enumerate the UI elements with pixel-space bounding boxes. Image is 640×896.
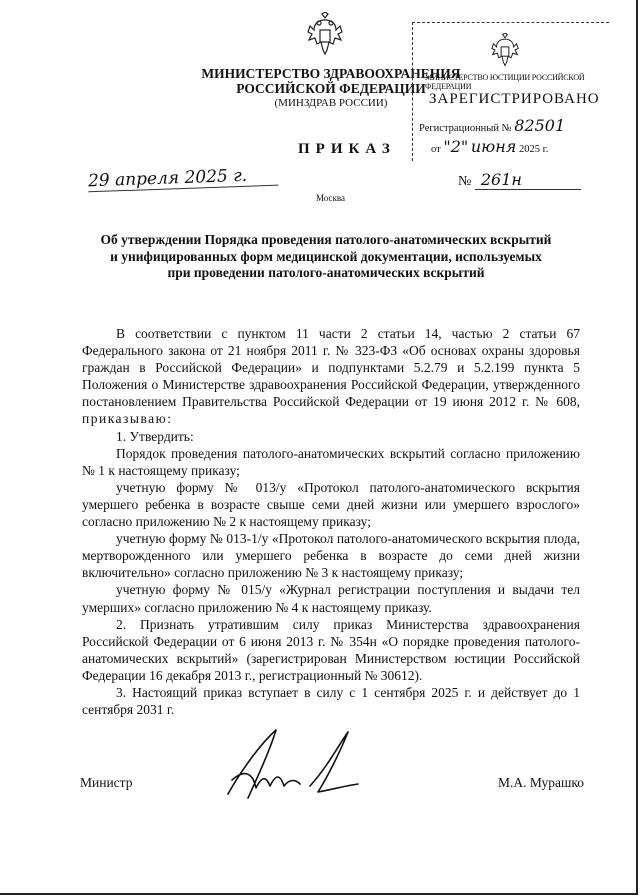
ministry-name-line1: МИНИСТЕРСТВО ЗДРАВООХРАНЕНИЯ bbox=[201, 66, 461, 81]
order-date: 29 апреля 2025 г. bbox=[88, 165, 279, 193]
item-1: 1. Утвердить: bbox=[116, 428, 194, 444]
stamp-reg-number: 82501 bbox=[514, 116, 566, 135]
preamble-text: В соответствии с пунктом 11 части 2 статьи 14, частью 2 статьи 67 Федерального закона от 21 ноября 2011 г. № 323-ФЗ «Об основах охраны здоровья граждан в Российской Федерации» и подпунктами 5.2.79 и 5.2.199 пункта 5 Положения о Министерстве здравоохранения Российской Федерации, утвержденного постановлением Правительства Российской Федерации от 19 июня 2012 г. № 608, bbox=[82, 326, 580, 410]
order-number bbox=[458, 170, 581, 190]
signer-name: М.А. Мурашко bbox=[498, 775, 585, 790]
item-1d: учетную форму № 015/у «Журнал регистрации поступления и выдачи тел умерших» согласно приложению № 4 к настоящему приказу. bbox=[82, 582, 580, 615]
order-number-label: № bbox=[458, 174, 472, 189]
item-3: 3. Настоящий приказ вступает в силу с 1 сентября 2025 г. и действует до 1 сентября 2031 г. bbox=[82, 684, 580, 718]
stamp-registered: ЗАРЕГИСТРИРОВАНО bbox=[429, 91, 600, 107]
coat-of-arms-icon bbox=[306, 12, 344, 56]
ministry-abbreviation: (МИНЗДРАВ РОССИИ) bbox=[274, 97, 388, 109]
stamp-date-year: 2025 г. bbox=[519, 144, 549, 155]
registration-stamp bbox=[412, 22, 609, 161]
stamp-date-day: "2" bbox=[443, 137, 469, 156]
item-1b: учетную форму № 013/у «Протокол патолого-анатомического вскрытия умершего ребенка в возрасте свыше семи дней жизни или умершего взрослого» согласно приложению № 2 к настоящему приказу; bbox=[82, 479, 580, 530]
stamp-emblem-icon bbox=[489, 33, 521, 67]
order-title: Об утверждении Порядка проведения патолого-анатомических вскрытий и унифицированных форм медицинской документации, используемых при проведении патолого-анатомических вскрытий bbox=[100, 232, 552, 280]
document-type: ПРИКАЗ bbox=[298, 141, 396, 157]
stamp-reg-label: Регистрационный № bbox=[419, 123, 512, 134]
preamble-paragraph bbox=[82, 325, 580, 428]
stamp-date-prefix: от bbox=[431, 144, 441, 155]
order-number-value: 261н bbox=[475, 170, 581, 190]
stamp-ministry-name: МИНИСТЕРСТВО ЮСТИЦИИ РОССИЙСКОЙ ФЕДЕРАЦИИ bbox=[425, 73, 585, 91]
preamble-emphasis: приказываю: bbox=[82, 411, 173, 427]
item-1a: Порядок проведения патолого-анатомических вскрытий согласно приложению № 1 к настоящему приказу; bbox=[82, 445, 580, 478]
item-2: 2. Признать утратившим силу приказ Министерства здравоохранения Российской Федерации от 6 июня 2013 г. № 354н «О порядке проведения патолого-анатомических вскрытий» (зарегистрирован Министерством юстиции Российской Федерации 16 декабря 2013 г., регистрационный № 30612). bbox=[82, 616, 580, 683]
item-1c: учетную форму № 013-1/у «Протокол патолого-анатомического вскрытия плода, мертворожденного или умершего ребенка в возрасте до семи дней жизни включительно» согласно приложению № 3 к настоящему приказу; bbox=[82, 531, 580, 581]
handwritten-signature bbox=[218, 726, 368, 802]
stamp-registration-number bbox=[419, 116, 565, 135]
stamp-date bbox=[431, 137, 548, 156]
signer-position: Министр bbox=[80, 775, 133, 790]
stamp-date-month: июня bbox=[470, 137, 517, 156]
ministry-name-line2: РОССИЙСКОЙ ФЕДЕРАЦИИ bbox=[236, 81, 426, 96]
order-city: Москва bbox=[316, 193, 345, 203]
order-body bbox=[82, 325, 580, 718]
